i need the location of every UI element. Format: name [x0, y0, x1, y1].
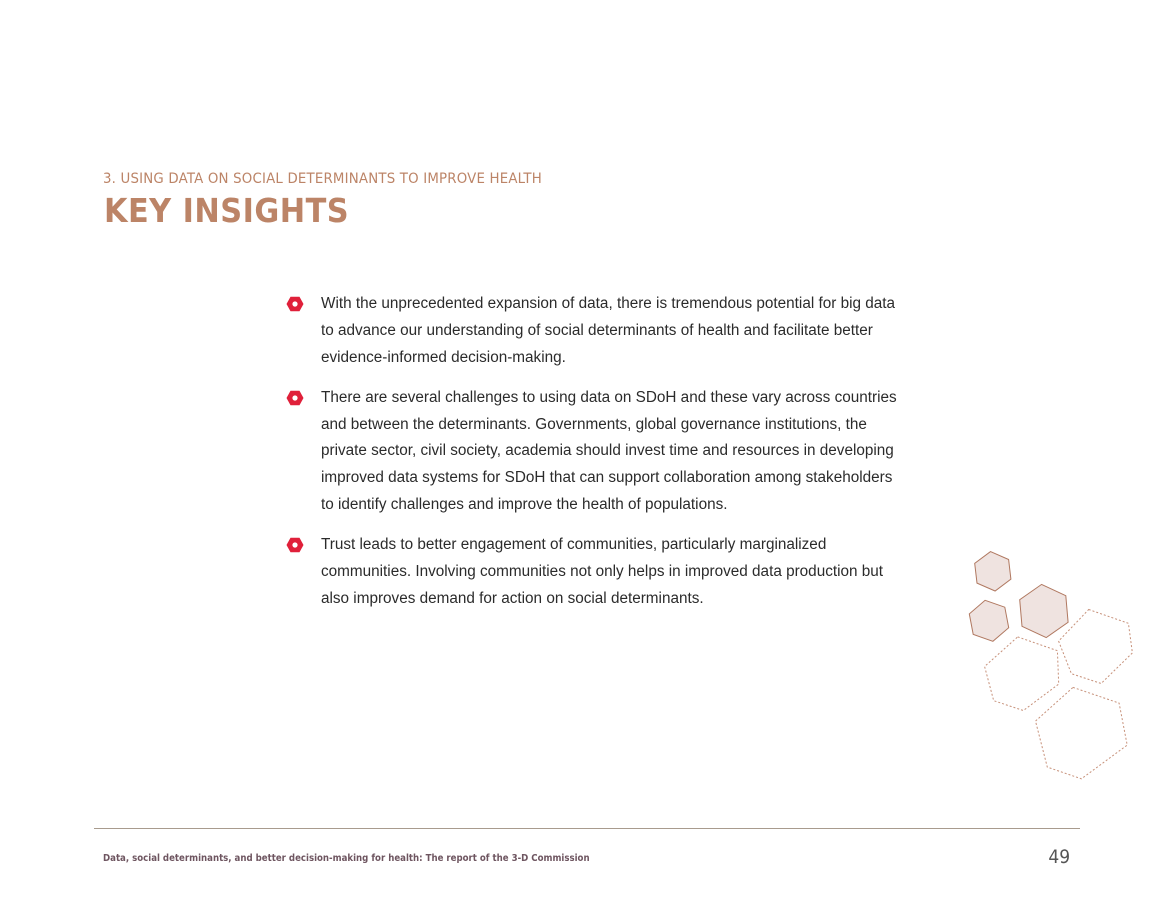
footer-rule: [94, 828, 1080, 829]
hexagon-filled-small-left: [969, 600, 1008, 641]
decorative-hexagons: [960, 545, 1140, 785]
footer-report-title: Data, social determinants, and better decision-making for health: The report of the 3-D Commission: [103, 853, 590, 864]
hexagon-bullet-icon: [286, 296, 304, 312]
insight-text: Trust leads to better engagement of communities, particularly marginalized communities. Involving communities not only helps in improved data production but also improves demand for action on social determinants.: [321, 536, 884, 607]
insight-text: With the unprecedented expansion of data, there is tremendous potential for big data to advance our understanding of social determinants of health and facilitate better evidence-informed decision-making.: [321, 295, 896, 366]
insight-item: [286, 291, 906, 371]
key-insights-list: [286, 291, 906, 626]
hexagon-bullet-icon: [286, 390, 304, 406]
page-number: 49: [1048, 846, 1070, 868]
hexagon-filled-medium: [1020, 584, 1068, 637]
hexagon-outline-right: [1059, 610, 1133, 684]
insight-item: [286, 532, 906, 612]
hexagon-outline-left: [985, 637, 1059, 711]
hexagon-filled-small-top: [975, 552, 1011, 591]
page-title: KEY INSIGHTS: [104, 191, 350, 230]
hexagon-outline-bottom: [1036, 687, 1128, 778]
insight-text: There are several challenges to using data on SDoH and these vary across countries and between the determinants. Governments, global governance institutions, the private sector, civil society, academia should invest time and resources in developing improved data systems for SDoH that can support collaboration among stakeholders to identify challenges and improve the health of populations.: [321, 388, 897, 514]
insight-item: [286, 385, 906, 519]
section-label: 3. USING DATA ON SOCIAL DETERMINANTS TO IMPROVE HEALTH: [103, 171, 542, 187]
hexagon-bullet-icon: [286, 537, 304, 553]
